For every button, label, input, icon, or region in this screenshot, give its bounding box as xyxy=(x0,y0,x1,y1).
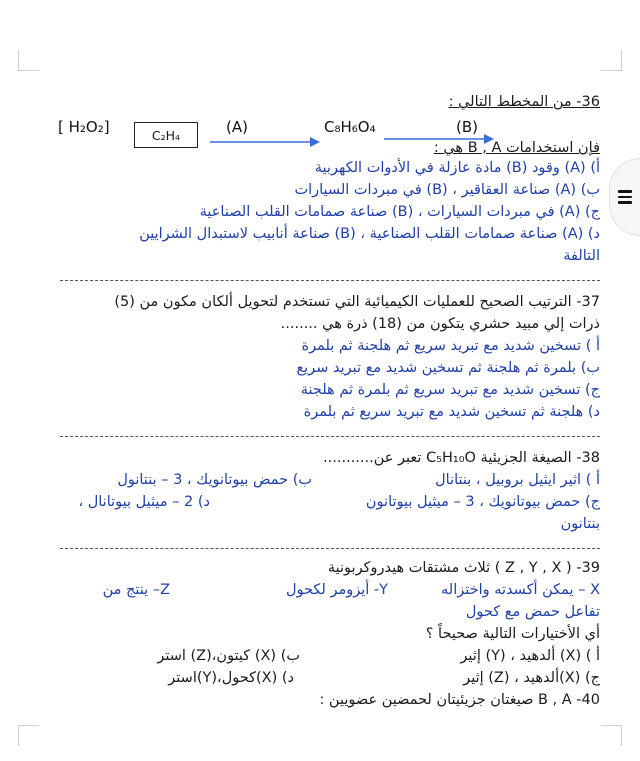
q38-option-b: ب) حمض بيوتانويك ، 3 – بنتانول xyxy=(117,472,312,488)
q36-box-label: C₂H₄ xyxy=(151,127,181,143)
q38-stem: 38- الصيغة الجزيئية C₅H₁₀O تعبر عن........... xyxy=(323,450,600,466)
q39-y-text: Y- أيزومر لكحول xyxy=(286,582,388,598)
q39-x-text: X – يمكن أكسدته واختزاله xyxy=(441,582,600,598)
separator-2 xyxy=(60,436,600,437)
corner-mark-top-left xyxy=(18,50,39,71)
q37-option-b: ب) بلمرة ثم هلجنة ثم تسخين شديد مع تبريد سريع xyxy=(296,360,600,376)
q38-option-c-cont: بنتانون xyxy=(560,516,600,532)
q39-z-text: Z– ينتج من xyxy=(102,582,170,598)
q38-option-d: د) 2 – ميثيل بيوتانال ، xyxy=(78,494,210,510)
q39-option-b: ب) (X) كيتون،(Z) استر xyxy=(157,648,300,664)
q36-option-a: أ) (A) وقود (B) مادة عازلة في الأدوات الكهربية xyxy=(314,160,600,176)
q37-line-2: ذرات إلي مبيد حشري يتكون من (18) ذرة هي ........ xyxy=(280,316,600,332)
q36-option-c: ج) (A) في مبردات السيارات ، (B) صناعة صمامات القلب الصناعية xyxy=(199,204,600,220)
q38-option-c: ج) حمض بيوتانويك ، 3 – ميثيل بيوتانون xyxy=(365,494,600,510)
q37-line-1: 37- الترتيب الصحيح للعمليات الكيميائية التي تستخدم لتحويل ألكان مكون من (5) xyxy=(114,294,600,310)
q36-box-c2h4 xyxy=(134,122,198,148)
hamburger-menu-icon xyxy=(618,187,632,207)
q37-option-c: ج) تسخين شديد مع تبريد سريع ثم بلمرة ثم هلجنة xyxy=(300,382,600,398)
corner-mark-bottom-right xyxy=(601,725,622,746)
q39-option-d: د) (X)كحول،(Y)استر xyxy=(168,670,294,686)
q39-line-4: أي الأختيارات التالية صحيحاً ؟ xyxy=(425,626,600,642)
q38-option-a: أ ) اثير ايثيل بروبيل ، بنتانال xyxy=(435,472,600,488)
q36-option-b: ب) (A) صناعة العقاقير ، (B) في مبردات السيارات xyxy=(294,182,600,198)
separator-1 xyxy=(60,280,600,281)
q39-line-3: تفاعل حمض مع كحول xyxy=(465,604,600,620)
q36-stem: فإن استخدامات B , A هي : xyxy=(433,140,600,156)
q36-option-d: د) (A) صناعة صمامات القلب الصناعية ، (B) صناعة أنابيب لاستبدال الشرايين xyxy=(139,226,600,242)
q39-line-1: 39- ( Z , Y , X ) ثلاث مشتقات هيدروكربونية xyxy=(327,560,600,576)
corner-mark-bottom-left xyxy=(18,725,39,746)
menu-button[interactable] xyxy=(609,158,640,236)
q36-option-d-cont: التالفة xyxy=(563,248,600,264)
q39-option-a: أ ) (X) ألدهيد ، (Y) إثير xyxy=(460,648,600,664)
q39-option-c: ج) (X)ألدهيد ، (Z) إثير xyxy=(463,670,600,686)
q36-label-a: (A) xyxy=(226,118,248,136)
q40-line-1: 40- B , A صيغتان جزيئيتان لحمضين عضويين : xyxy=(319,692,600,708)
q36-arrow-1-icon xyxy=(210,136,322,148)
q37-option-a: أ ) تسخين شديد مع تبريد سريع ثم هلجنة ثم بلمرة xyxy=(301,338,600,354)
q36-product: C₈H₆O₄ xyxy=(324,118,376,136)
corner-mark-top-right xyxy=(601,50,622,71)
separator-3 xyxy=(60,548,600,549)
q36-reactant: [ H₂O₂] xyxy=(58,118,110,136)
q36-title: 36- من المخطط التالي : xyxy=(448,94,600,110)
q37-option-d: د) هلجنة ثم تسخين شديد مع تبريد سريع ثم بلمرة xyxy=(303,404,600,420)
q36-label-b: (B) xyxy=(456,118,478,136)
